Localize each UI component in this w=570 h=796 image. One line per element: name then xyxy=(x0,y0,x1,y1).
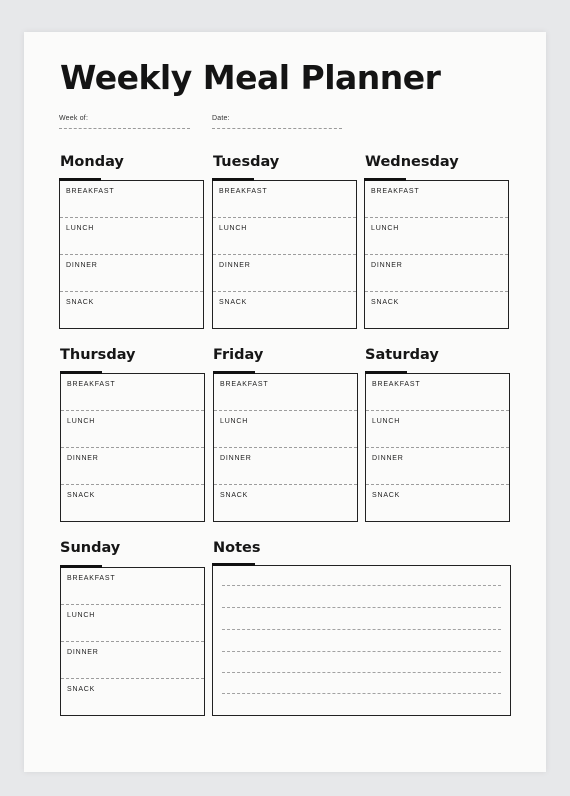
day-box-saturday xyxy=(365,373,510,522)
meal-slot-lunch[interactable] xyxy=(61,605,204,642)
week-of-field[interactable] xyxy=(59,128,190,129)
notes-box[interactable] xyxy=(212,565,511,716)
day-box-sunday xyxy=(60,567,205,716)
note-line xyxy=(222,585,501,586)
meal-label: SNACK xyxy=(67,686,96,693)
meal-slot-lunch[interactable] xyxy=(60,218,203,255)
date-field[interactable] xyxy=(212,128,342,129)
meal-slot-lunch[interactable] xyxy=(213,218,356,255)
meal-label: LUNCH xyxy=(67,418,96,425)
meal-label: BREAKFAST xyxy=(66,188,115,195)
day-title-thursday: Thursday xyxy=(60,347,136,363)
week-of-label: Week of: xyxy=(59,115,89,122)
meal-slot-dinner[interactable] xyxy=(61,642,204,679)
day-title-tuesday: Tuesday xyxy=(213,154,280,170)
meal-slot-snack[interactable] xyxy=(60,292,203,329)
note-line xyxy=(222,693,501,694)
meal-slot-snack[interactable] xyxy=(213,292,356,329)
meal-slot-breakfast[interactable] xyxy=(213,181,356,218)
day-title-monday: Monday xyxy=(60,154,124,170)
meal-slot-lunch[interactable] xyxy=(365,218,508,255)
meal-label: SNACK xyxy=(372,492,401,499)
meal-label: SNACK xyxy=(371,299,400,306)
meal-slot-snack[interactable] xyxy=(61,679,204,716)
meal-slot-breakfast[interactable] xyxy=(61,568,204,605)
meal-slot-dinner[interactable] xyxy=(61,448,204,485)
meal-label: SNACK xyxy=(66,299,95,306)
meal-label: DINNER xyxy=(220,455,252,462)
meal-slot-breakfast[interactable] xyxy=(366,374,509,411)
meal-label: LUNCH xyxy=(372,418,401,425)
meal-label: DINNER xyxy=(67,649,99,656)
day-box-friday xyxy=(213,373,358,522)
meal-label: BREAKFAST xyxy=(372,381,421,388)
meal-slot-breakfast[interactable] xyxy=(365,181,508,218)
meal-label: LUNCH xyxy=(66,225,95,232)
meal-label: LUNCH xyxy=(67,612,96,619)
meal-slot-snack[interactable] xyxy=(214,485,357,522)
meal-slot-dinner[interactable] xyxy=(366,448,509,485)
meal-label: DINNER xyxy=(371,262,403,269)
meal-slot-lunch[interactable] xyxy=(61,411,204,448)
meal-label: DINNER xyxy=(66,262,98,269)
day-box-monday xyxy=(59,180,204,329)
meal-label: BREAKFAST xyxy=(67,381,116,388)
day-title-sunday: Sunday xyxy=(60,540,121,556)
meal-slot-snack[interactable] xyxy=(365,292,508,329)
meal-slot-dinner[interactable] xyxy=(214,448,357,485)
page-title: Weekly Meal Planner xyxy=(60,58,441,97)
meal-slot-snack[interactable] xyxy=(61,485,204,522)
planner-sheet xyxy=(24,32,546,772)
meal-label: DINNER xyxy=(219,262,251,269)
meal-slot-dinner[interactable] xyxy=(60,255,203,292)
day-box-thursday xyxy=(60,373,205,522)
meal-slot-breakfast[interactable] xyxy=(214,374,357,411)
meal-label: BREAKFAST xyxy=(371,188,420,195)
meal-label: SNACK xyxy=(219,299,248,306)
meal-label: LUNCH xyxy=(371,225,400,232)
meal-slot-dinner[interactable] xyxy=(213,255,356,292)
note-line xyxy=(222,672,501,673)
note-line xyxy=(222,651,501,652)
meal-label: BREAKFAST xyxy=(67,575,116,582)
notes-title: Notes xyxy=(213,540,261,556)
meal-label: LUNCH xyxy=(219,225,248,232)
meal-slot-dinner[interactable] xyxy=(365,255,508,292)
meal-slot-lunch[interactable] xyxy=(214,411,357,448)
meal-label: SNACK xyxy=(67,492,96,499)
meal-slot-lunch[interactable] xyxy=(366,411,509,448)
accent-bar xyxy=(212,563,255,566)
meal-label: LUNCH xyxy=(220,418,249,425)
meal-label: BREAKFAST xyxy=(219,188,268,195)
day-title-friday: Friday xyxy=(213,347,264,363)
meal-label: BREAKFAST xyxy=(220,381,269,388)
meal-slot-snack[interactable] xyxy=(366,485,509,522)
date-label: Date: xyxy=(212,115,230,122)
day-box-wednesday xyxy=(364,180,509,329)
note-line xyxy=(222,607,501,608)
day-title-saturday: Saturday xyxy=(365,347,439,363)
meal-label: DINNER xyxy=(67,455,99,462)
day-title-wednesday: Wednesday xyxy=(365,154,459,170)
meal-slot-breakfast[interactable] xyxy=(60,181,203,218)
note-line xyxy=(222,629,501,630)
day-box-tuesday xyxy=(212,180,357,329)
meal-label: DINNER xyxy=(372,455,404,462)
meal-slot-breakfast[interactable] xyxy=(61,374,204,411)
meal-label: SNACK xyxy=(220,492,249,499)
